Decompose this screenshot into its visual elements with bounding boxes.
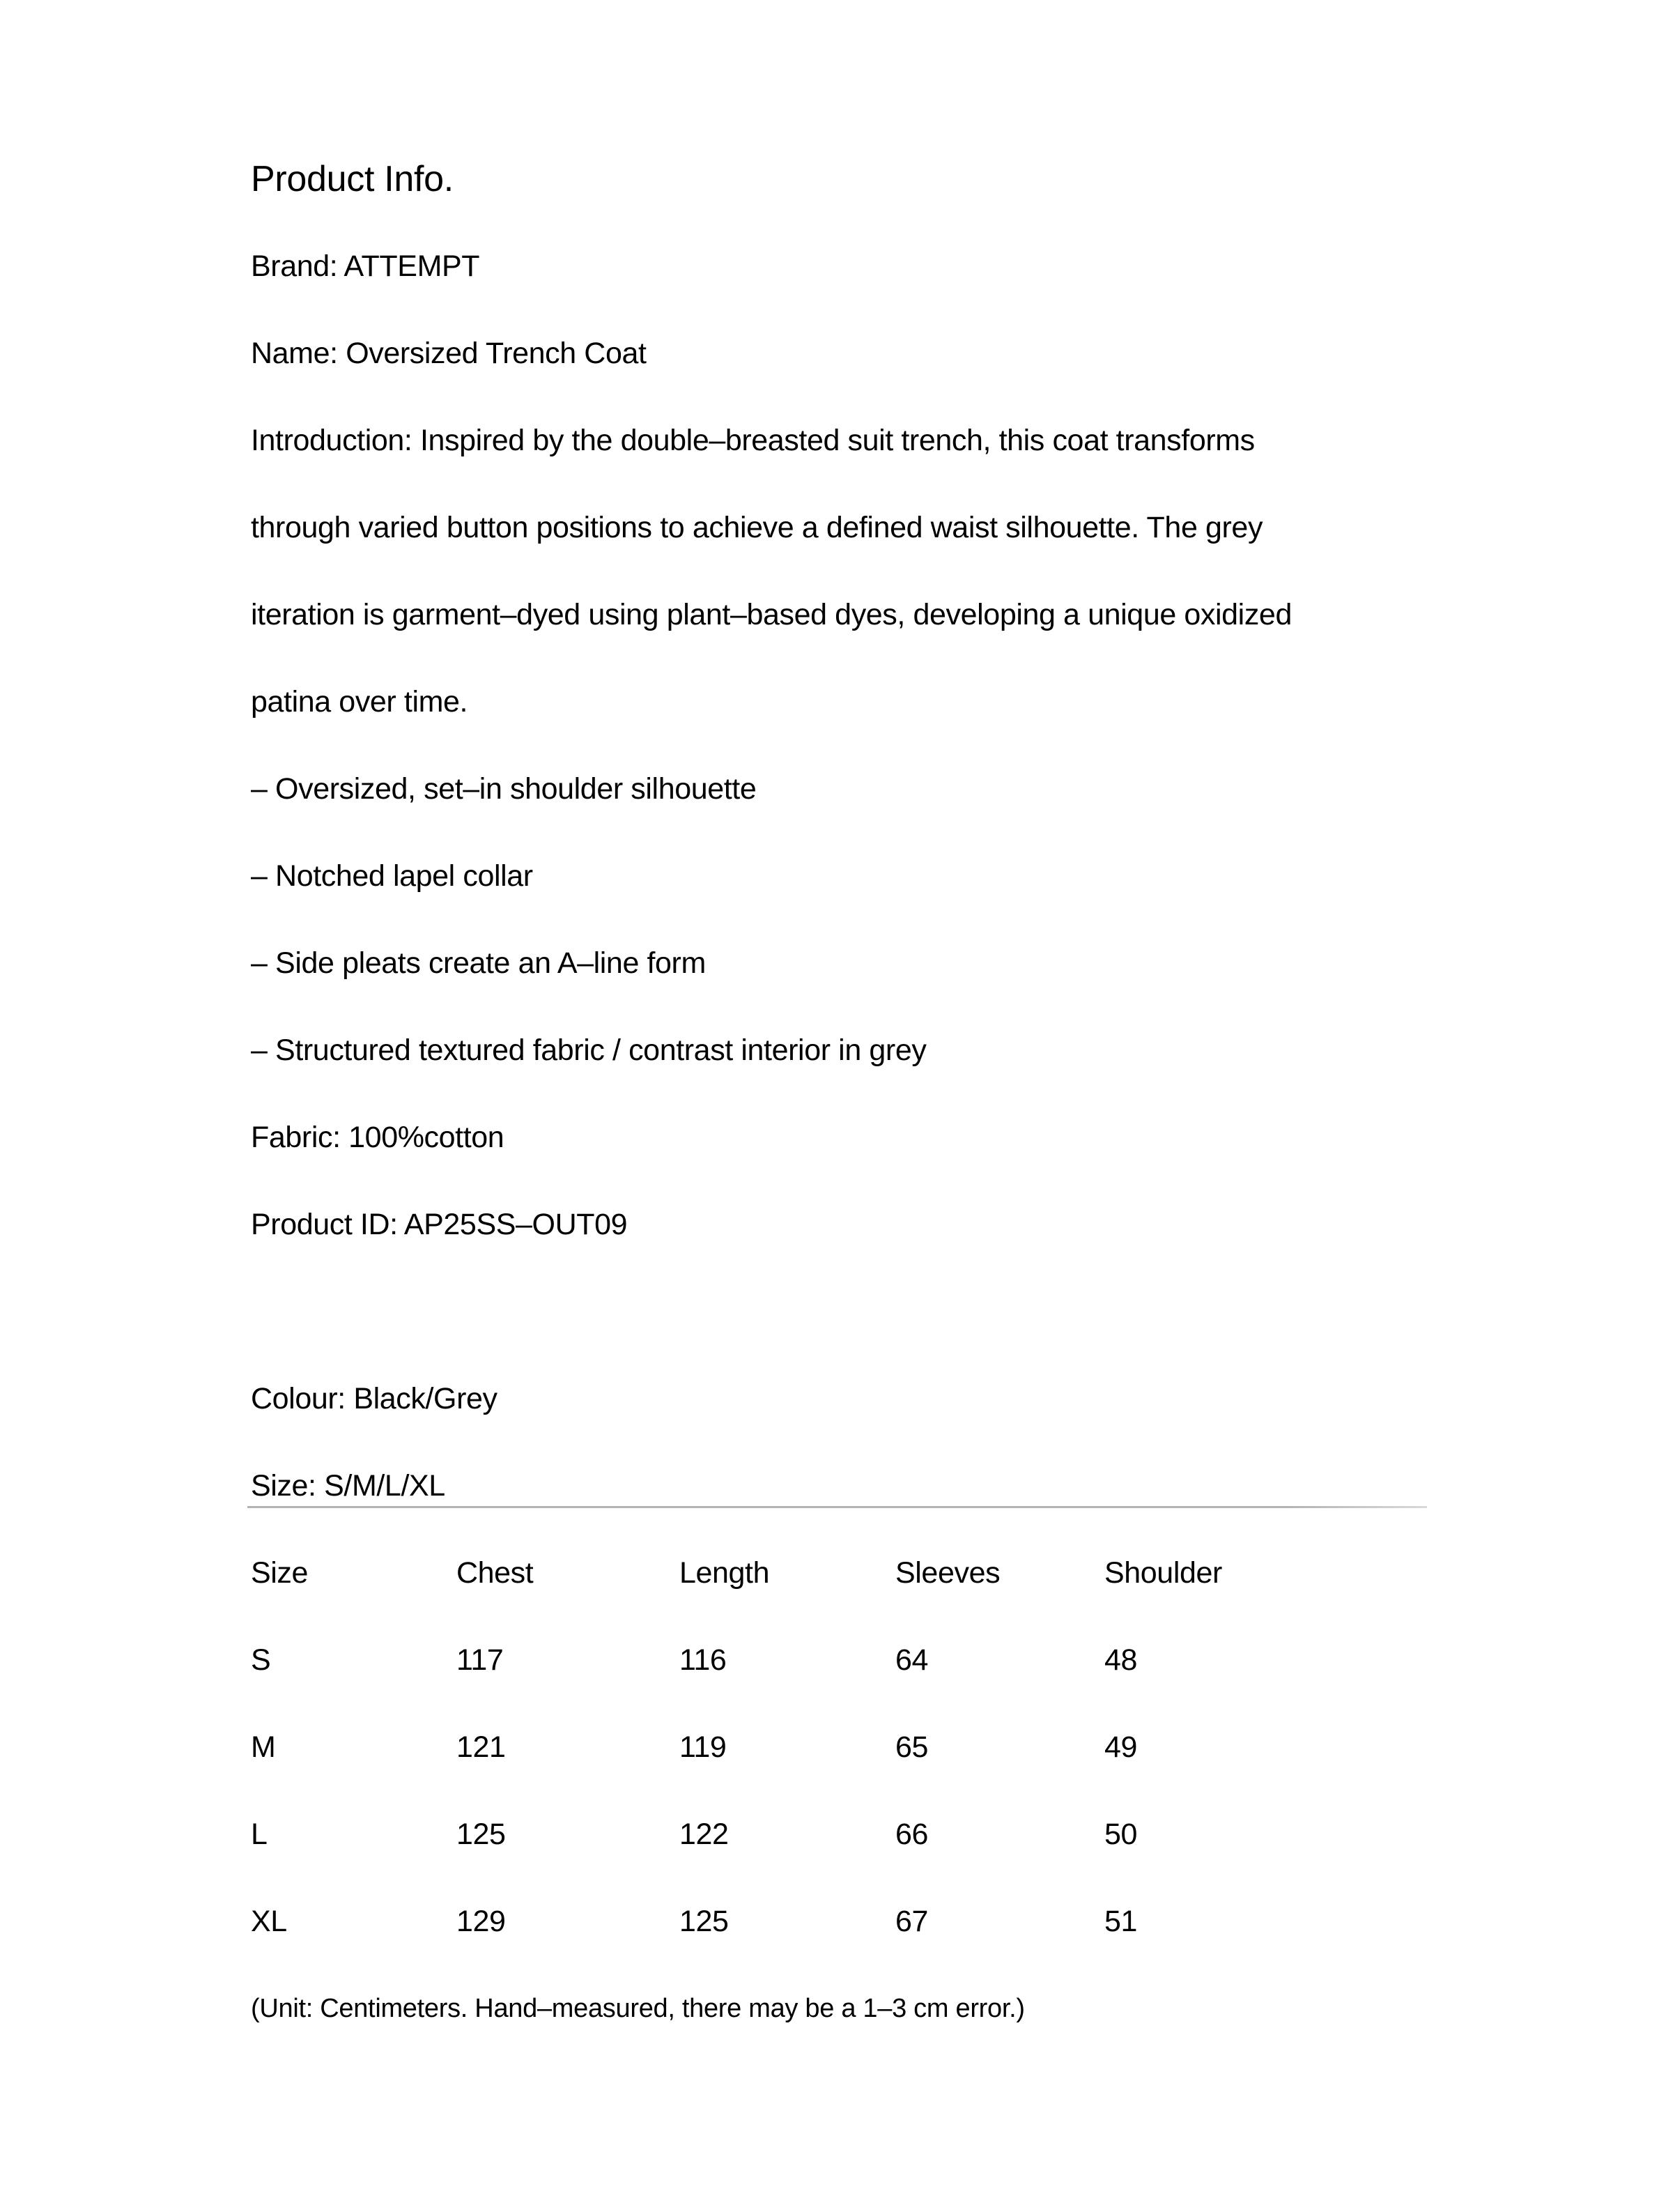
size-chart-divider — [247, 1506, 1427, 1508]
page-title: Product Info. — [251, 159, 454, 199]
size-table-row-l — [251, 1791, 1432, 1878]
column-header-length: Length — [679, 1556, 770, 1590]
size-cell: L — [251, 1818, 268, 1851]
column-header-shoulder: Shoulder — [1104, 1556, 1222, 1590]
shoulder-cell: 49 — [1104, 1730, 1138, 1764]
shoulder-cell: 50 — [1104, 1818, 1138, 1851]
introduction-line: Introduction: Inspired by the double–breasted suit trench, this coat transforms — [251, 424, 1255, 457]
feature-line: – Structured textured fabric / contrast interior in grey — [251, 1034, 927, 1067]
column-header-sleeves: Sleeves — [895, 1556, 1001, 1590]
sleeves-cell: 65 — [895, 1730, 929, 1764]
size-table — [251, 1530, 1432, 1965]
length-cell: 125 — [679, 1905, 729, 1938]
size-table-row-xl — [251, 1878, 1432, 1965]
size-table-row-m — [251, 1704, 1432, 1791]
feature-line: – Notched lapel collar — [251, 859, 533, 893]
paragraph-gap — [251, 1268, 1432, 1355]
sleeves-cell: 67 — [895, 1905, 929, 1938]
name-line: Name: Oversized Trench Coat — [251, 337, 647, 370]
length-cell: 122 — [679, 1818, 729, 1851]
introduction-line: iteration is garment–dyed using plant–based dyes, developing a unique oxidized — [251, 598, 1292, 631]
column-header-chest: Chest — [456, 1556, 534, 1590]
size-cell: M — [251, 1730, 276, 1764]
column-header-size: Size — [251, 1556, 309, 1590]
shoulder-cell: 48 — [1104, 1643, 1138, 1677]
sleeves-cell: 66 — [895, 1818, 929, 1851]
introduction-line: patina over time. — [251, 685, 468, 719]
product-info-content — [251, 136, 1432, 2052]
introduction-line: through varied button positions to achieve a defined waist silhouette. The grey — [251, 511, 1263, 544]
fabric-line: Fabric: 100%cotton — [251, 1121, 504, 1154]
size-table-row-s — [251, 1617, 1432, 1704]
size-cell: S — [251, 1643, 271, 1677]
shoulder-cell: 51 — [1104, 1905, 1138, 1938]
unit-note: (Unit: Centimeters. Hand–measured, there may be a 1–3 cm error.) — [251, 1994, 1025, 2023]
brand-line: Brand: ATTEMPT — [251, 249, 480, 283]
length-cell: 119 — [679, 1730, 727, 1764]
chest-cell: 117 — [456, 1643, 504, 1677]
size-cell: XL — [251, 1905, 287, 1938]
colour-line: Colour: Black/Grey — [251, 1382, 497, 1415]
feature-line: – Side pleats create an A–line form — [251, 946, 706, 980]
size-table-header-row — [251, 1530, 1432, 1617]
length-cell: 116 — [679, 1643, 727, 1677]
sleeves-cell: 64 — [895, 1643, 929, 1677]
chest-cell: 129 — [456, 1905, 506, 1938]
chest-cell: 121 — [456, 1730, 506, 1764]
product-id-line: Product ID: AP25SS–OUT09 — [251, 1208, 628, 1241]
feature-line: – Oversized, set–in shoulder silhouette — [251, 772, 757, 806]
chest-cell: 125 — [456, 1818, 506, 1851]
size-line: Size: S/M/L/XL — [251, 1469, 445, 1503]
